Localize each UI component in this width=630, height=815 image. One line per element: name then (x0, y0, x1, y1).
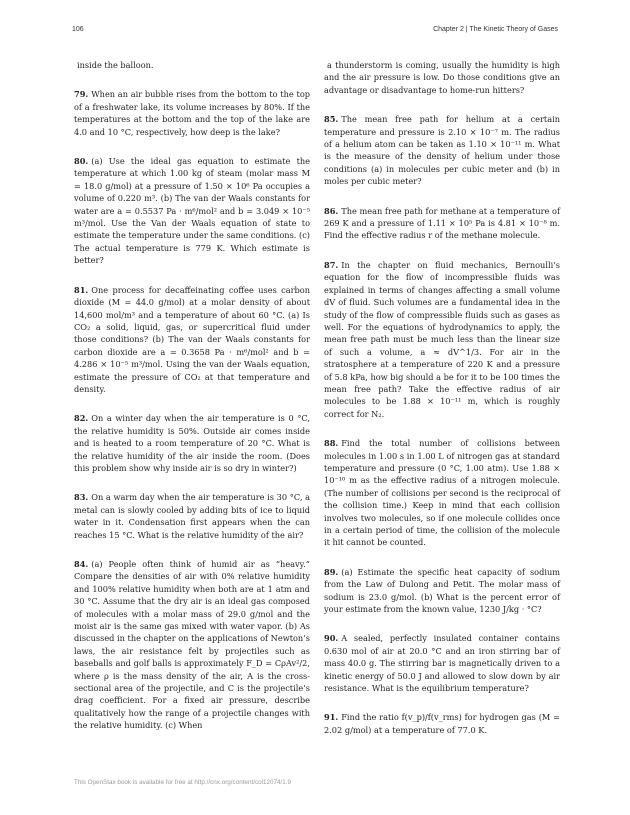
problem-number: 83. (74, 492, 89, 503)
right-column (324, 59, 560, 753)
problem-number: 85. (324, 114, 339, 125)
problem-number: 82. (74, 413, 89, 424)
problem-number: 87. (324, 259, 339, 270)
problem-number: 80. (74, 156, 89, 167)
problem-continuation (74, 59, 310, 71)
problem-number: 88. (324, 438, 339, 449)
problem-text: (a) Use the ideal gas equation to estimate the temperature at which 1.00 kg of steam (molar mass M = 18.0 g/mol) at a pressure of 1.50 × 10⁶ Pa occupies a volume of 0.220 m³. (b) The van der Waals constants for water are a = 0.5537 Pa · m⁶/mol² and b = 3.049 × 10⁻⁵ m³/mol. Use the Van der Waals equation of state to estimate the temperature under the same conditions. (c) The actual temperature is 779 K. Which estimate is better? (74, 156, 310, 266)
problem-text: On a winter day when the air temperature is 0 °C, the relative humidity is 50%. Outside air comes inside and is heated to a room temperature of 20 °C. What is the relative humidity of the air inside the room. (Does this problem show why inside air is so dry in winter?) (74, 413, 310, 473)
problem-84 (74, 558, 310, 732)
problem-text: (a) Estimate the specific heat capacity of sodium from the Law of Dulong and Petit. The molar mass of sodium is 23.0 g/mol. (b) What is the percent error of your estimate from the known value, 1230 J/kg · °C? (324, 566, 560, 615)
problem-text: A sealed, perfectly insulated container contains 0.630 mol of air at 20.0 °C and an iron stirring bar of mass 40.0 g. The stirring bar is magnetically driven to a kinetic energy of 50.0 J and allowed to slow down by air resistance. What is the equilibrium temperature? (324, 633, 560, 694)
problem-text: Find the ratio f(v_p)/f(v_rms) for hydrogen gas (M = 2.02 g/mol) at a temperature of 77.0 K. (324, 712, 560, 735)
problem-text: In the chapter on fluid mechanics, Bernoulli’s equation for the flow of incompressible fluids was explained in terms of changes affecting a small volume dV of fluid. Such volumes are a fundamental idea in the study of the flow of compressible fluids such as gases as well. For the equations of hydrodynamics to apply, the mean free path must be much less than the linear size of such a volume, a ≈ dV^1/3. For air in the stratosphere at a temperature of 220 K and a pressure of 5.8 kPa, how big should a be for it to be 100 times the mean free path? Take the effective radius of air molecules to be 1.88 × 10⁻¹¹ m, which is roughly correct for N₂. (324, 259, 560, 419)
footer-note[interactable]: This OpenStax book is available for free at http://cnx.org/content/col12074/1.9 (74, 779, 292, 786)
problem-number: 86. (324, 205, 339, 216)
problem-87 (324, 259, 560, 420)
problem-text: The mean free path for helium at a certain temperature and pressure is 2.10 × 10⁻⁷ m. The radius of a helium atom can be taken as 1.10 × 10⁻¹¹ m. What is the measure of the density of helium under those conditions (a) in molecules per cubic meter and (b) in moles per cubic meter? (324, 114, 560, 187)
problem-continuation (324, 59, 560, 96)
problem-number: 84. (74, 559, 89, 569)
problem-text: On a warm day when the air temperature is 30 °C, a metal can is slowly cooled by adding bits of ice to liquid water in it. Condensation first appears when the can reaches 15 °C. What is the relative humidity of the air? (74, 492, 310, 540)
problem-82 (74, 412, 310, 474)
problem-text: Find the total number of collisions between molecules in 1.00 s in 1.00 L of nitrogen gas at standard temperature and pressure (0 °C, 1.00 atm). Use 1.88 × 10⁻¹⁰ m as the effective radius of a nitrogen molecule. (The number of collisions per second is the reciprocal of the collision time.) Keep in mind that each collision involves two molecules, so if one molecule collides once in a certain period of time, the collision of the molecule it hit cannot be counted. (324, 438, 560, 548)
problem-text: a thunderstorm is coming, usually the humidity is high and the air pressure is low. Do those conditions give an advantage or disadvantage to home-run hitters? (324, 60, 560, 95)
problem-number: 89. (324, 566, 339, 577)
problem-number: 79. (74, 89, 89, 100)
problem-81 (74, 284, 310, 396)
problem-text: (a) People often think of humid air as “heavy.” Compare the densities of air with 0% relative humidity and 100% relative humidity when both are at 1 atm and 30 °C. Assume that the dry air is an ideal gas composed of molecules with a molar mass of 29.0 g/mol and the moist air is the same gas mixed with water vapor. (b) As discussed in the chapter on the applications of Newton’s laws, the air resistance felt by projectiles such as baseballs and golf balls is approximately F_D = CρAv²/2, where ρ is the mass density of the air, A is the cross-sectional area of the projectile, and C is the projectile’s drag coefficient. For a fixed air pressure, describe qualitatively how the range of a projectile changes with the relative humidity. (c) When (74, 559, 310, 731)
problem-number: 81. (74, 284, 89, 295)
problem-text: When an air bubble rises from the bottom to the top of a freshwater lake, its volume increases by 80%. If the temperatures at the bottom and the top of the lake are 4.0 and 10 °C, respectively, how deep is the lake? (74, 89, 310, 137)
problem-text: The mean free path for methane at a temperature of 269 K and a pressure of 1.11 × 10⁵ Pa is 4.81 × 10⁻⁸ m. Find the effective radius r of the methane molecule. (324, 205, 560, 241)
problem-number: 91. (324, 712, 339, 723)
page-number: 106 (72, 26, 84, 33)
left-column (74, 59, 310, 749)
chapter-title: Chapter 2 | The Kinetic Theory of Gases (433, 26, 558, 33)
problem-85 (324, 113, 560, 187)
problem-83 (74, 491, 310, 541)
problem-number: 90. (324, 633, 339, 644)
problem-text: One process for decaffeinating coffee uses carbon dioxide (M = 44.0 g/mol) at a molar density of about 14,600 mol/m³ and a temperature of about 60 °C. (a) Is CO₂ a solid, liquid, gas, or supercritical fluid under those conditions? (b) The van der Waals constants for carbon dioxide are a = 0.3658 Pa · m⁶/mol² and b = 4.286 × 10⁻⁵ m³/mol. Using the van der Waals equation, estimate the pressure of CO₂ at that temperature and density. (74, 284, 310, 394)
problem-text: inside the balloon. (77, 60, 154, 70)
problem-90 (324, 632, 560, 694)
problem-79 (74, 88, 310, 138)
problem-88 (324, 437, 560, 549)
problem-91 (324, 711, 560, 736)
problem-89 (324, 566, 560, 616)
problem-86 (324, 205, 560, 242)
problem-80 (74, 155, 310, 267)
